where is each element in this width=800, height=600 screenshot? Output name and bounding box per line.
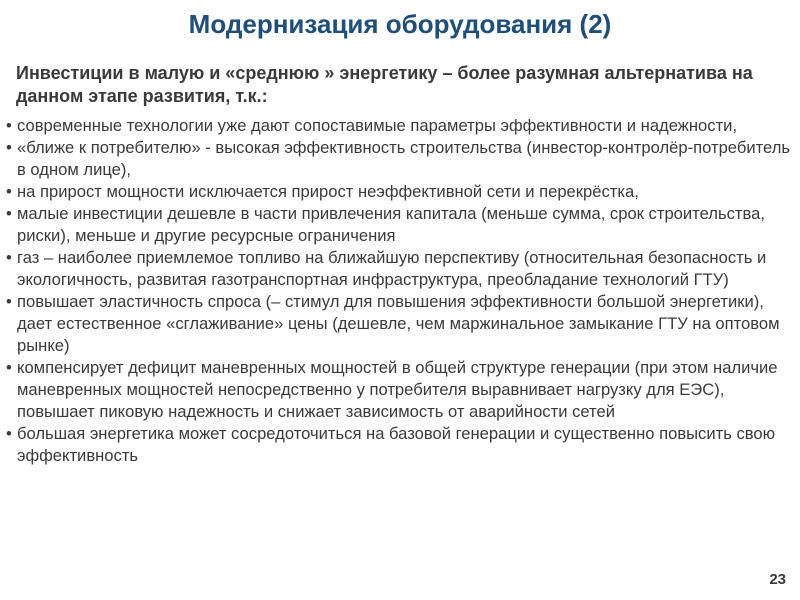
bullet-item: • большая энергетика может сосредоточиться на базовой генерации и существенно повысить свою эффективность — [6, 423, 791, 467]
page-number: 23 — [769, 571, 786, 588]
bullet-item: • малые инвестиции дешевле в части привлечения капитала (меньше сумма, срок строительства, риски), меньше и другие ресурсные ограничения — [6, 203, 791, 247]
bullet-item: • компенсирует дефицит маневренных мощностей в общей структуре генерации (при этом наличие маневренных мощностей непосредственно у потребителя выравнивает нагрузку для ЕЭС), повышает пиковую надежность и снижает зависимость от аварийности сетей — [6, 357, 791, 423]
bullet-item: • «ближе к потребителю» - высокая эффективность строительства (инвестор-контролёр-потребитель в одном лице), — [6, 137, 791, 181]
slide-subtitle: Инвестиции в малую и «среднюю » энергетику – более разумная альтернатива на данном этапе развития, т.к.: — [16, 63, 753, 106]
bullet-item: • газ – наиболее приемлемое топливо на ближайшую перспективу (относительная безопасность и экологичность, развитая газотранспортная инфраструктура, преобладание технологий ГТУ) — [6, 247, 791, 291]
bullet-list — [6, 115, 791, 467]
slide-title: Модернизация оборудования (2) — [188, 9, 612, 39]
bullet-item: • повышает эластичность спроса (– стимул для повышения эффективности большой энергетики), дает естественное «сглаживание» цены (дешевле, чем маржинальное замыкание ГТУ на оптовом рынке) — [6, 291, 791, 357]
bullet-item: • на прирост мощности исключается прирост неэффективной сети и перекрёстка, — [6, 181, 791, 203]
bullet-item: • современные технологии уже дают сопоставимые параметры эффективности и надежности, — [6, 115, 791, 137]
